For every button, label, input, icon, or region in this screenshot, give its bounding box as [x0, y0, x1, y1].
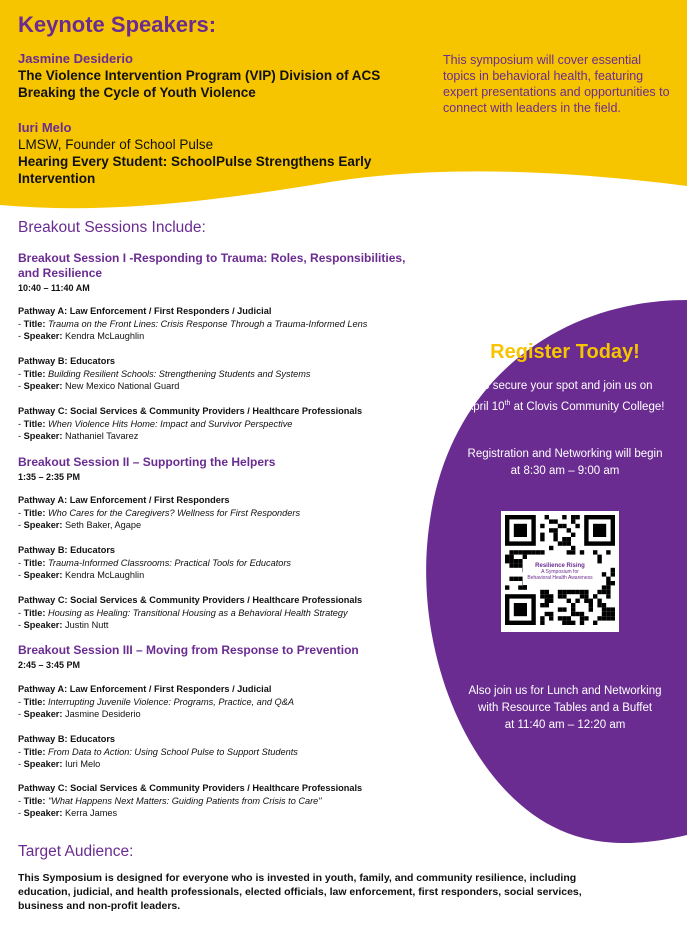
talk-title: Trauma-Informed Classrooms: Practical Tools for Educators	[47, 557, 292, 568]
pathway-block	[18, 494, 438, 532]
pathway-speaker-row: - Speaker: Jasmine Desiderio	[18, 709, 141, 719]
talk-title: Building Resilient Schools: Strengthening Students and Systems	[47, 368, 311, 379]
pathway-speaker-row: - Speaker: New Mexico National Guard	[18, 381, 180, 391]
lunch-networking-text: Also join us for Lunch and Networking with Resource Tables and a Buffet at 11:40 am – 12:20 am	[468, 685, 662, 731]
speaker: Seth Baker, Agape	[65, 520, 142, 530]
pathway-title-row: - Title: Trauma-Informed Classrooms: Practical Tools for Educators	[18, 557, 292, 568]
pathway-title-row: - Title: Interrupting Juvenile Violence: Programs, Practice, and Q&A	[18, 696, 294, 707]
pathway-name: Pathway A: Law Enforcement / First Responders	[18, 495, 230, 505]
talk-title: Interrupting Juvenile Violence: Programs, Practice, and Q&A	[47, 696, 294, 707]
speaker-name: Jasmine Desiderio	[18, 51, 133, 66]
pathway-speaker-row: - Speaker: Justin Nutt	[18, 620, 109, 630]
pathway-speaker-row: - Speaker: Seth Baker, Agape	[18, 520, 142, 530]
pathway-title-row: - Title: "What Happens Next Matters: Guiding Patients from Crisis to Care"	[18, 795, 322, 806]
keynote-speaker-2	[18, 119, 418, 187]
register-text: To secure your spot and join us on April 10th at Clovis Community College!	[465, 380, 665, 413]
pathway-name: Pathway C: Social Services & Community Providers / Healthcare Professionals	[18, 783, 363, 793]
pathway-title-row: - Title: Trauma on the Front Lines: Crisis Response Through a Trauma-Informed Lens	[18, 318, 368, 329]
speaker-role: LMSW, Founder of School Pulse	[18, 137, 214, 152]
speaker-talk-title: Breaking the Cycle of Youth Violence	[18, 85, 256, 100]
talk-title: Trauma on the Front Lines: Crisis Response Through a Trauma-Informed Lens	[47, 318, 368, 329]
session-time: 1:35 – 2:35 PM	[18, 472, 81, 482]
speaker: Kendra McLaughlin	[65, 331, 145, 341]
speaker: Iuri Melo	[65, 759, 101, 769]
breakout-heading: Breakout Sessions Include:	[18, 219, 206, 236]
talk-title: Housing as Healing: Transitional Housing as a Behavioral Health Strategy	[47, 607, 348, 618]
speaker: Kerra James	[65, 808, 118, 818]
speaker-name: Iuri Melo	[18, 120, 72, 135]
session-time: 2:45 – 3:45 PM	[18, 660, 81, 670]
speaker: Kendra McLaughlin	[65, 570, 145, 580]
symposium-intro: This symposium will cover essential topics in behavioral health, featuring expert presentations and opportunities to connect with leaders in the field.	[443, 53, 670, 115]
speaker: New Mexico National Guard	[65, 381, 180, 391]
session-1	[18, 251, 418, 293]
speaker-org: The Violence Intervention Program (VIP) Division of ACS	[18, 68, 381, 83]
session-time: 10:40 – 11:40 AM	[18, 283, 90, 293]
pathway-name: Pathway A: Law Enforcement / First Responders / Judicial	[18, 306, 272, 316]
pathway-speaker-row: - Speaker: Iuri Melo	[18, 759, 101, 769]
talk-title: Who Cares for the Caregivers? Wellness for First Responders	[47, 507, 301, 518]
session-title: Breakout Session III – Moving from Response to Prevention	[18, 643, 359, 657]
speaker: Justin Nutt	[65, 620, 109, 630]
pathway-block	[18, 733, 438, 771]
session-2	[18, 455, 418, 482]
pathway-block	[18, 782, 438, 820]
registration-networking-text: Registration and Networking will begin at 8:30 am – 9:00 am	[467, 448, 663, 477]
pathway-block	[18, 355, 438, 393]
pathway-block	[18, 544, 438, 582]
session-title: Breakout Session II – Supporting the Helpers	[18, 455, 276, 469]
keynote-heading: Keynote Speakers:	[18, 12, 217, 37]
pathway-name: Pathway B: Educators	[18, 356, 116, 366]
pathway-block	[18, 594, 438, 632]
session-title: Breakout Session I -Responding to Trauma: Roles, Responsibilities,	[18, 251, 406, 265]
pathway-title-row: - Title: When Violence Hits Home: Impact and Survivor Perspective	[18, 418, 293, 429]
pathway-title-row: - Title: Housing as Healing: Transitional Housing as a Behavioral Health Strategy	[18, 607, 348, 618]
pathway-name: Pathway C: Social Services & Community Providers / Healthcare Professionals	[18, 406, 363, 416]
talk-title: When Violence Hits Home: Impact and Survivor Perspective	[47, 418, 293, 429]
pathway-name: Pathway A: Law Enforcement / First Responders / Judicial	[18, 684, 272, 694]
pathway-title-row: - Title: Building Resilient Schools: Strengthening Students and Systems	[18, 368, 311, 379]
target-audience-heading: Target Audience:	[18, 843, 134, 860]
pathway-block	[18, 683, 438, 721]
target-audience-text: This Symposium is designed for everyone who is invested in youth, family, and community resilience, including education, judicial, and health professionals, elected officials, law enforcement, first responders, social services, business and non-profit leaders.	[18, 872, 582, 912]
session-3	[18, 643, 418, 670]
pathway-name: Pathway B: Educators	[18, 734, 116, 744]
pathway-speaker-row: - Speaker: Kerra James	[18, 808, 118, 818]
speaker: Jasmine Desiderio	[65, 709, 141, 719]
talk-title: From Data to Action: Using School Pulse to Support Students	[47, 746, 298, 757]
speaker-talk-title-cont: Intervention	[18, 171, 96, 186]
pathway-speaker-row: - Speaker: Kendra McLaughlin	[18, 570, 145, 580]
registration-qr-code[interactable]	[501, 511, 619, 632]
pathway-title-row: - Title: From Data to Action: Using School Pulse to Support Students	[18, 746, 298, 757]
pathway-name: Pathway C: Social Services & Community Providers / Healthcare Professionals	[18, 595, 363, 605]
register-title: Register Today!	[490, 341, 640, 363]
talk-title: "What Happens Next Matters: Guiding Patients from Crisis to Care"	[47, 795, 322, 806]
pathway-speaker-row: - Speaker: Nathaniel Tavarez	[18, 431, 139, 441]
speaker-talk-title: Hearing Every Student: SchoolPulse Strengthens Early	[18, 154, 372, 169]
speaker: Nathaniel Tavarez	[65, 431, 139, 441]
pathway-name: Pathway B: Educators	[18, 545, 116, 555]
pathway-title-row: - Title: Who Cares for the Caregivers? Wellness for First Responders	[18, 507, 301, 518]
pathway-block	[18, 405, 438, 443]
qr-logo-caption: Resilience Rising A Symposium for Behavioral Health Awareness	[523, 563, 597, 585]
pathway-block	[18, 305, 438, 343]
session-title-cont: and Resilience	[18, 266, 103, 280]
pathway-speaker-row: - Speaker: Kendra McLaughlin	[18, 331, 145, 341]
keynote-speaker-1	[18, 50, 418, 101]
